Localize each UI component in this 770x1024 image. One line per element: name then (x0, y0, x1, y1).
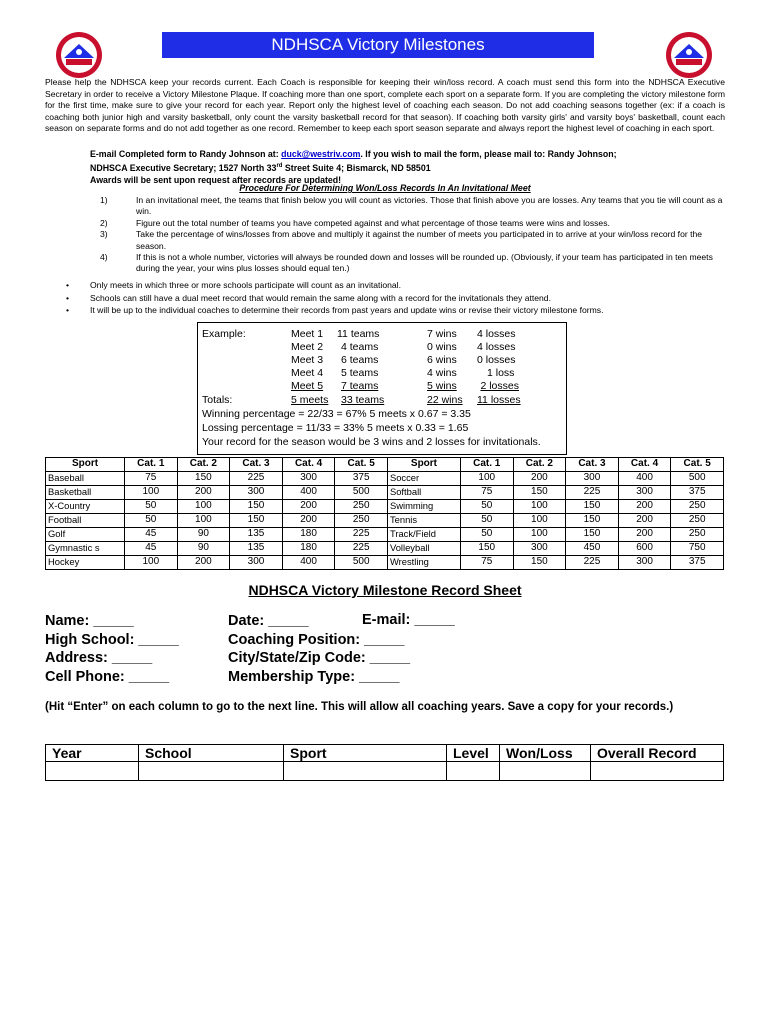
totals-wins: 22 wins (427, 394, 463, 406)
bullet-icon: • (66, 292, 70, 303)
column-header: Cat. 5 (671, 458, 724, 472)
sport-cell[interactable] (284, 762, 447, 781)
category-table (45, 457, 724, 570)
category-cell: 375 (671, 486, 724, 500)
category-cell: 750 (671, 542, 724, 556)
example-wins: 5 wins (427, 380, 457, 392)
winning-line: Winning percentage = 22/33 = 67% 5 meets x 0.67 = 3.35 (202, 408, 471, 420)
category-cell: 250 (671, 514, 724, 528)
form-left-column (45, 612, 179, 686)
column-header: Cat. 2 (513, 458, 566, 472)
example-meet: Meet 1 (291, 328, 324, 340)
step-number: 4) (100, 252, 108, 263)
email-line-prefix: E-mail Completed form to Randy Johnson at: (90, 149, 282, 159)
high-school-field[interactable]: High School: _____ (45, 631, 179, 648)
column-header: Cat. 1 (125, 458, 178, 472)
example-wins: 0 wins (427, 341, 457, 353)
bullet-text: Schools can still have a dual meet record that would remain the same along with a record for the invitationals they attend. (90, 292, 551, 303)
address-part-b: Street Suite 4; Bismarck, ND 58501 (282, 162, 431, 173)
bullet-icon: • (66, 305, 70, 315)
column-header: Overall Record (591, 745, 724, 762)
step-number: 2) (100, 217, 108, 228)
category-cell: 225 (566, 486, 619, 500)
totals-label: Totals: (202, 394, 233, 406)
address-line (90, 160, 730, 174)
column-header: Sport (46, 458, 125, 472)
category-cell: 45 (125, 528, 178, 542)
column-header: Cat. 5 (335, 458, 388, 472)
example-wins: 4 wins (427, 367, 457, 379)
list-item (66, 292, 726, 305)
procedure-steps (100, 195, 725, 275)
example-losses: 1 loss (487, 367, 515, 379)
category-cell: 200 (282, 514, 335, 528)
table-row (46, 762, 724, 781)
table-header-row (46, 458, 724, 472)
page-title: NDHSCA Victory Milestones (162, 32, 594, 58)
category-cell: 500 (335, 556, 388, 570)
category-cell: 375 (335, 472, 388, 486)
category-cell: 400 (618, 472, 671, 486)
category-cell: 100 (177, 500, 230, 514)
column-header: Cat. 4 (282, 458, 335, 472)
ndhsca-logo-icon (664, 30, 714, 80)
category-cell: 225 (335, 542, 388, 556)
sport-cell: Tennis (387, 514, 460, 528)
step-text: Figure out the total number of teams you have competed against and what percentage of those teams were wins and losses. (136, 217, 610, 228)
sport-cell: Wrestling (387, 556, 460, 570)
category-cell: 180 (282, 542, 335, 556)
procedure-step (100, 195, 725, 218)
category-cell: 150 (460, 542, 513, 556)
bullet-icon: • (66, 280, 70, 290)
city-state-zip-field[interactable]: City/State/Zip Code: _____ (228, 650, 411, 666)
category-cell: 300 (282, 472, 335, 486)
category-cell: 250 (335, 514, 388, 528)
category-cell: 250 (335, 500, 388, 514)
table-row (46, 528, 724, 542)
membership-type-field[interactable]: Membership Type: _____ (228, 668, 400, 685)
category-cell: 90 (177, 542, 230, 556)
example-box (197, 322, 567, 455)
category-cell: 200 (177, 556, 230, 570)
example-meet: Meet 5 (291, 380, 324, 392)
hint-text: (Hit “Enter” on each column to go to the next line. This will allow all coaching years. Save a copy for your records.) (45, 701, 674, 713)
category-cell: 100 (460, 472, 513, 486)
table-row (46, 472, 724, 486)
overall-record-cell[interactable] (591, 762, 724, 781)
category-cell: 100 (177, 514, 230, 528)
awards-line: Awards will be sent upon request after records are updated! (90, 174, 342, 185)
category-cell: 150 (566, 500, 619, 514)
category-cell: 100 (125, 486, 178, 500)
category-cell: 450 (566, 542, 619, 556)
category-cell: 150 (513, 486, 566, 500)
email-link[interactable]: duck@westriv.com (281, 149, 361, 159)
category-cell: 500 (671, 472, 724, 486)
record-sheet-title: NDHSCA Victory Milestone Record Sheet (248, 582, 522, 598)
example-label: Example: (202, 328, 246, 340)
category-cell: 400 (282, 486, 335, 500)
cell-phone-field[interactable]: Cell Phone: _____ (45, 668, 170, 685)
email-field[interactable]: E-mail: _____ (362, 612, 455, 628)
step-number: 3) (100, 229, 108, 240)
contact-block (90, 148, 730, 186)
category-cell: 50 (460, 500, 513, 514)
category-cell: 300 (566, 472, 619, 486)
address-field[interactable]: Address: _____ (45, 650, 153, 666)
list-item (66, 279, 726, 292)
sport-cell: Volleyball (387, 542, 460, 556)
example-meet: Meet 4 (291, 367, 324, 379)
bullet-list (66, 279, 726, 317)
table-header-row (46, 745, 724, 762)
table-row (46, 514, 724, 528)
procedure-step (100, 252, 725, 275)
category-cell: 600 (618, 542, 671, 556)
step-text: Take the percentage of wins/losses from above and multiply it against the number of meets you participated in to arrive at your win/loss record for the season. (136, 229, 703, 251)
column-header: Sport (284, 745, 447, 762)
record-table (45, 744, 724, 781)
procedure-step (100, 229, 725, 252)
column-header: Cat. 1 (460, 458, 513, 472)
category-cell: 150 (230, 500, 283, 514)
example-losses: 0 losses (477, 354, 516, 366)
table-row (46, 556, 724, 570)
example-teams: 11 teams (337, 328, 380, 340)
example-wins: 6 wins (427, 354, 457, 366)
column-header: Sport (387, 458, 460, 472)
category-cell: 100 (513, 500, 566, 514)
sport-cell: Golf (46, 528, 125, 542)
category-cell: 150 (513, 556, 566, 570)
category-cell: 200 (618, 514, 671, 528)
sport-cell: Baseball (46, 472, 125, 486)
example-wins: 7 wins (427, 328, 457, 340)
category-cell: 225 (335, 528, 388, 542)
sport-cell: Hockey (46, 556, 125, 570)
category-cell: 300 (618, 486, 671, 500)
column-header: Won/Loss (500, 745, 591, 762)
example-meet: Meet 3 (291, 354, 324, 366)
email-line (90, 148, 730, 160)
example-teams: 5 teams (341, 367, 379, 379)
step-text: In an invitational meet, the teams that finish below you will count as victories. Those that finish above you are losses. Any teams that you tie will count as a win. (136, 195, 723, 217)
level-cell[interactable] (447, 762, 500, 781)
column-header: Level (447, 745, 500, 762)
category-cell: 200 (513, 472, 566, 486)
sport-cell: Swimming (387, 500, 460, 514)
bullet-text: It will be up to the individual coaches to determine their records from past years and update wins or revise their victory milestone forms. (90, 305, 604, 315)
category-cell: 100 (125, 556, 178, 570)
sport-cell: Track/Field (387, 528, 460, 542)
address-part-a: NDHSCA Executive Secretary; 1527 North 33 (90, 162, 277, 173)
sport-cell: Gymnastic s (46, 542, 125, 556)
coaching-position-field[interactable]: Coaching Position: _____ (228, 631, 405, 648)
losing-line: Lossing percentage = 11/33 = 33% 5 meets x 0.33 = 1.65 (202, 422, 469, 434)
category-cell: 135 (230, 528, 283, 542)
example-teams: 6 teams (341, 354, 379, 366)
column-header: Cat. 4 (618, 458, 671, 472)
category-cell: 200 (618, 500, 671, 514)
column-header: Cat. 3 (566, 458, 619, 472)
category-cell: 90 (177, 528, 230, 542)
category-cell: 45 (125, 542, 178, 556)
intro-paragraph: Please help the NDHSCA keep your records current. Each Coach is responsible for keeping their win/loss record. A coach must send this form into the NDHSCA Executive Secretary in order to receive a Victory Milestone Plaque. If coaching more than one sport, complete each sport on a separate form. If you are completing the victory milestone form for the first time, make sure to give your record for each year. Report only the highest level of coaching each season. Do not add coaching seasons together (ex: if a coach is coaching both junior high and varsity basketball, only count the varsity basketball record for that season). If coaching both varsity girls' and varsity boys' basketball, count each season on separate forms and do not add together as one record. Remember to keep each sport season separate and always report the highest level of coaching in each sport. (45, 77, 725, 134)
step-text: If this is not a whole number, victories will always be rounded down and losses will be rounded up. (Obviously, if your team has participated in ten meets during the year, your wins plus losses should equal ten.) (136, 252, 713, 274)
category-cell: 150 (177, 472, 230, 486)
category-cell: 150 (566, 528, 619, 542)
category-cell: 100 (513, 528, 566, 542)
category-cell: 180 (282, 528, 335, 542)
column-header: Cat. 2 (177, 458, 230, 472)
ndhsca-logo-icon (54, 30, 104, 80)
category-cell: 150 (230, 514, 283, 528)
address-sup: rd (276, 163, 283, 169)
bullet-text: Only meets in which three or more schools participate will count as an invitational. (90, 280, 401, 290)
category-cell: 150 (566, 514, 619, 528)
category-cell: 75 (460, 486, 513, 500)
category-cell: 50 (125, 514, 178, 528)
column-header: Cat. 3 (230, 458, 283, 472)
category-cell: 100 (513, 514, 566, 528)
category-cell: 400 (282, 556, 335, 570)
date-field[interactable]: Date: _____ (228, 613, 309, 629)
column-header: Year (46, 745, 139, 762)
totals-meets: 5 meets (291, 394, 329, 406)
category-cell: 300 (618, 556, 671, 570)
example-teams: 4 teams (341, 341, 379, 353)
category-cell: 500 (335, 486, 388, 500)
category-cell: 50 (125, 500, 178, 514)
category-cell: 250 (671, 528, 724, 542)
category-cell: 75 (460, 556, 513, 570)
procedure-step (100, 218, 725, 229)
category-cell: 200 (282, 500, 335, 514)
sport-cell: Soccer (387, 472, 460, 486)
list-item (66, 304, 726, 317)
category-cell: 300 (230, 556, 283, 570)
totals-losses: 11 losses (477, 394, 521, 406)
example-meet: Meet 2 (291, 341, 324, 353)
year-cell[interactable] (46, 762, 139, 781)
category-cell: 225 (230, 472, 283, 486)
record-line: Your record for the season would be 3 wins and 2 losses for invitationals. (202, 436, 541, 448)
category-cell: 200 (177, 486, 230, 500)
category-cell: 75 (125, 472, 178, 486)
won-loss-cell[interactable] (500, 762, 591, 781)
example-losses: 4 losses (477, 328, 516, 340)
category-cell: 50 (460, 528, 513, 542)
totals-teams: 33 teams (341, 394, 385, 406)
step-number: 1) (100, 195, 108, 205)
example-teams: 7 teams (341, 380, 379, 392)
category-cell: 225 (566, 556, 619, 570)
category-cell: 135 (230, 542, 283, 556)
name-field[interactable]: Name: _____ (45, 613, 134, 629)
example-losses: 2 losses (480, 380, 519, 392)
sport-cell: Basketball (46, 486, 125, 500)
column-header: School (139, 745, 284, 762)
category-cell: 250 (671, 500, 724, 514)
sport-cell: Football (46, 514, 125, 528)
category-cell: 300 (230, 486, 283, 500)
example-losses: 4 losses (477, 341, 516, 353)
category-cell: 200 (618, 528, 671, 542)
category-cell: 375 (671, 556, 724, 570)
table-row (46, 486, 724, 500)
category-cell: 50 (460, 514, 513, 528)
school-cell[interactable] (139, 762, 284, 781)
category-cell: 300 (513, 542, 566, 556)
sport-cell: X-Country (46, 500, 125, 514)
table-row (46, 500, 724, 514)
procedure-title: Procedure For Determining Won/Loss Records In An Invitational Meet (239, 183, 531, 193)
email-line-suffix: . If you wish to mail the form, please mail to: Randy Johnson; (360, 149, 617, 159)
sport-cell: Softball (387, 486, 460, 500)
table-row (46, 542, 724, 556)
